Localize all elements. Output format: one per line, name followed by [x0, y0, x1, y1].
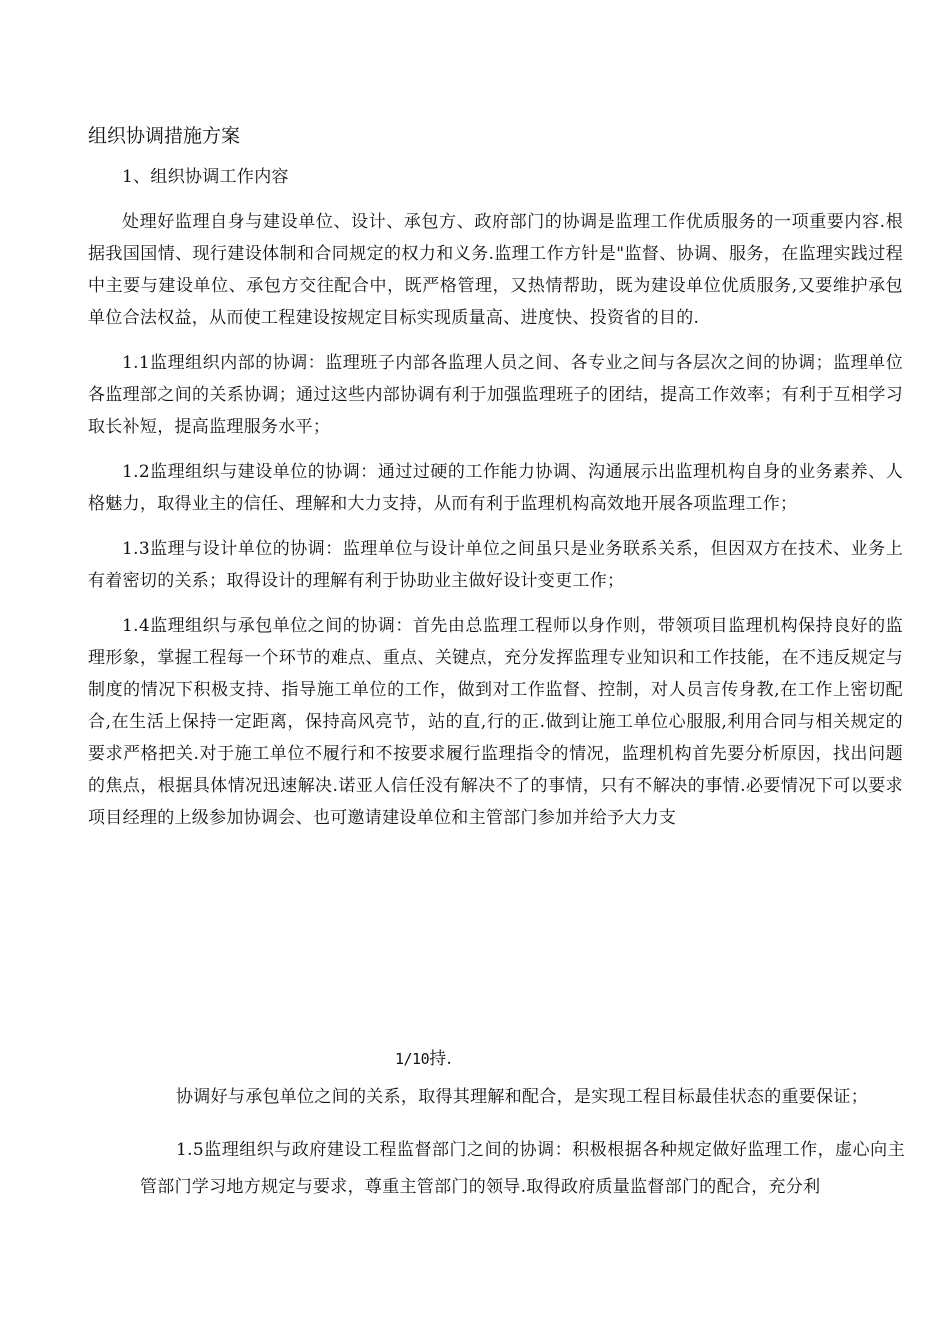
intro-paragraph: 处理好监理自身与建设单位、设计、承包方、政府部门的协调是监理工作优质服务的一项重要内容.根据我国国情、现行建设体制和合同规定的权力和义务.监理工作方针是"监督、协调、服务，在监理实践过程中主要与建设单位、承包方交往配合中，既严格管理，又热情帮助，既为建设单位优质服务,又要维护承包单位合法权益，从而使工程建设按规定目标实现质量高、进度快、投资省的目的. [88, 212, 903, 328]
page-number-value: 1/10 [395, 1050, 430, 1068]
document-body-section-2 [140, 1079, 905, 1206]
paragraph-1-5: 1.5监理组织与政府建设工程监督部门之间的协调：积极根据各种规定做好监理工作，虚心向主管部门学习地方规定与要求，尊重主管部门的领导.取得政府质量监督部门的配合，充分利 [140, 1140, 905, 1197]
paragraph-1-2: 1.2监理组织与建设单位的协调：通过过硬的工作能力协调、沟通展示出监理机构自身的业务素养、人格魅力，取得业主的信任、理解和大力支持，从而有利于监理机构高效地开展各项监理工作； [88, 462, 903, 514]
document-title: 组织协调措施方案 [88, 125, 241, 147]
section-heading: 1、组织协调工作内容 [122, 167, 289, 187]
paragraph-1-4: 1.4监理组织与承包单位之间的协调：首先由总监理工程师以身作则，带领项目监理机构保持良好的监理形象，掌握工程每一个环节的难点、重点、关键点，充分发挥监理专业知识和工作技能，在不违反规定与制度的情况下积极支持、指导施工单位的工作，做到对工作监督、控制，对人员言传身教,在工作上密切配合,在生活上保持一定距离，保持高风亮节，站的直,行的正.做到让施工单位心服服,利用合同与相关规定的要求严格把关.对于施工单位不履行和不按要求履行监理指令的情况，监理机构首先要分析原因，找出问题的焦点，根据具体情况迅速解决.诺亚人信任没有解决不了的事情，只有不解决的事情.必要情况下可以要求项目经理的上级参加协调会、也可邀请建设单位和主管部门参加并给予大力支 [88, 616, 903, 828]
paragraph-1-1: 1.1监理组织内部的协调：监理班子内部各监理人员之间、各专业之间与各层次之间的协调；监理单位各监理部之间的关系协调；通过这些内部协调有利于加强监理班子的团结，提高工作效率；有利于互相学习取长补短，提高监理服务水平； [88, 353, 903, 437]
document-body-section-1 [88, 162, 903, 834]
paragraph-1-4-continued: 协调好与承包单位之间的关系，取得其理解和配合，是实现工程目标最佳状态的重要保证； [176, 1087, 868, 1107]
paragraph-1-3: 1.3监理与设计单位的协调：监理单位与设计单位之间虽只是业务联系关系，但因双方在技术、业务上有着密切的关系；取得设计的理解有利于协助业主做好设计变更工作； [88, 539, 903, 591]
page-number [395, 1048, 452, 1070]
page-number-tail-text: 持. [429, 1049, 453, 1069]
